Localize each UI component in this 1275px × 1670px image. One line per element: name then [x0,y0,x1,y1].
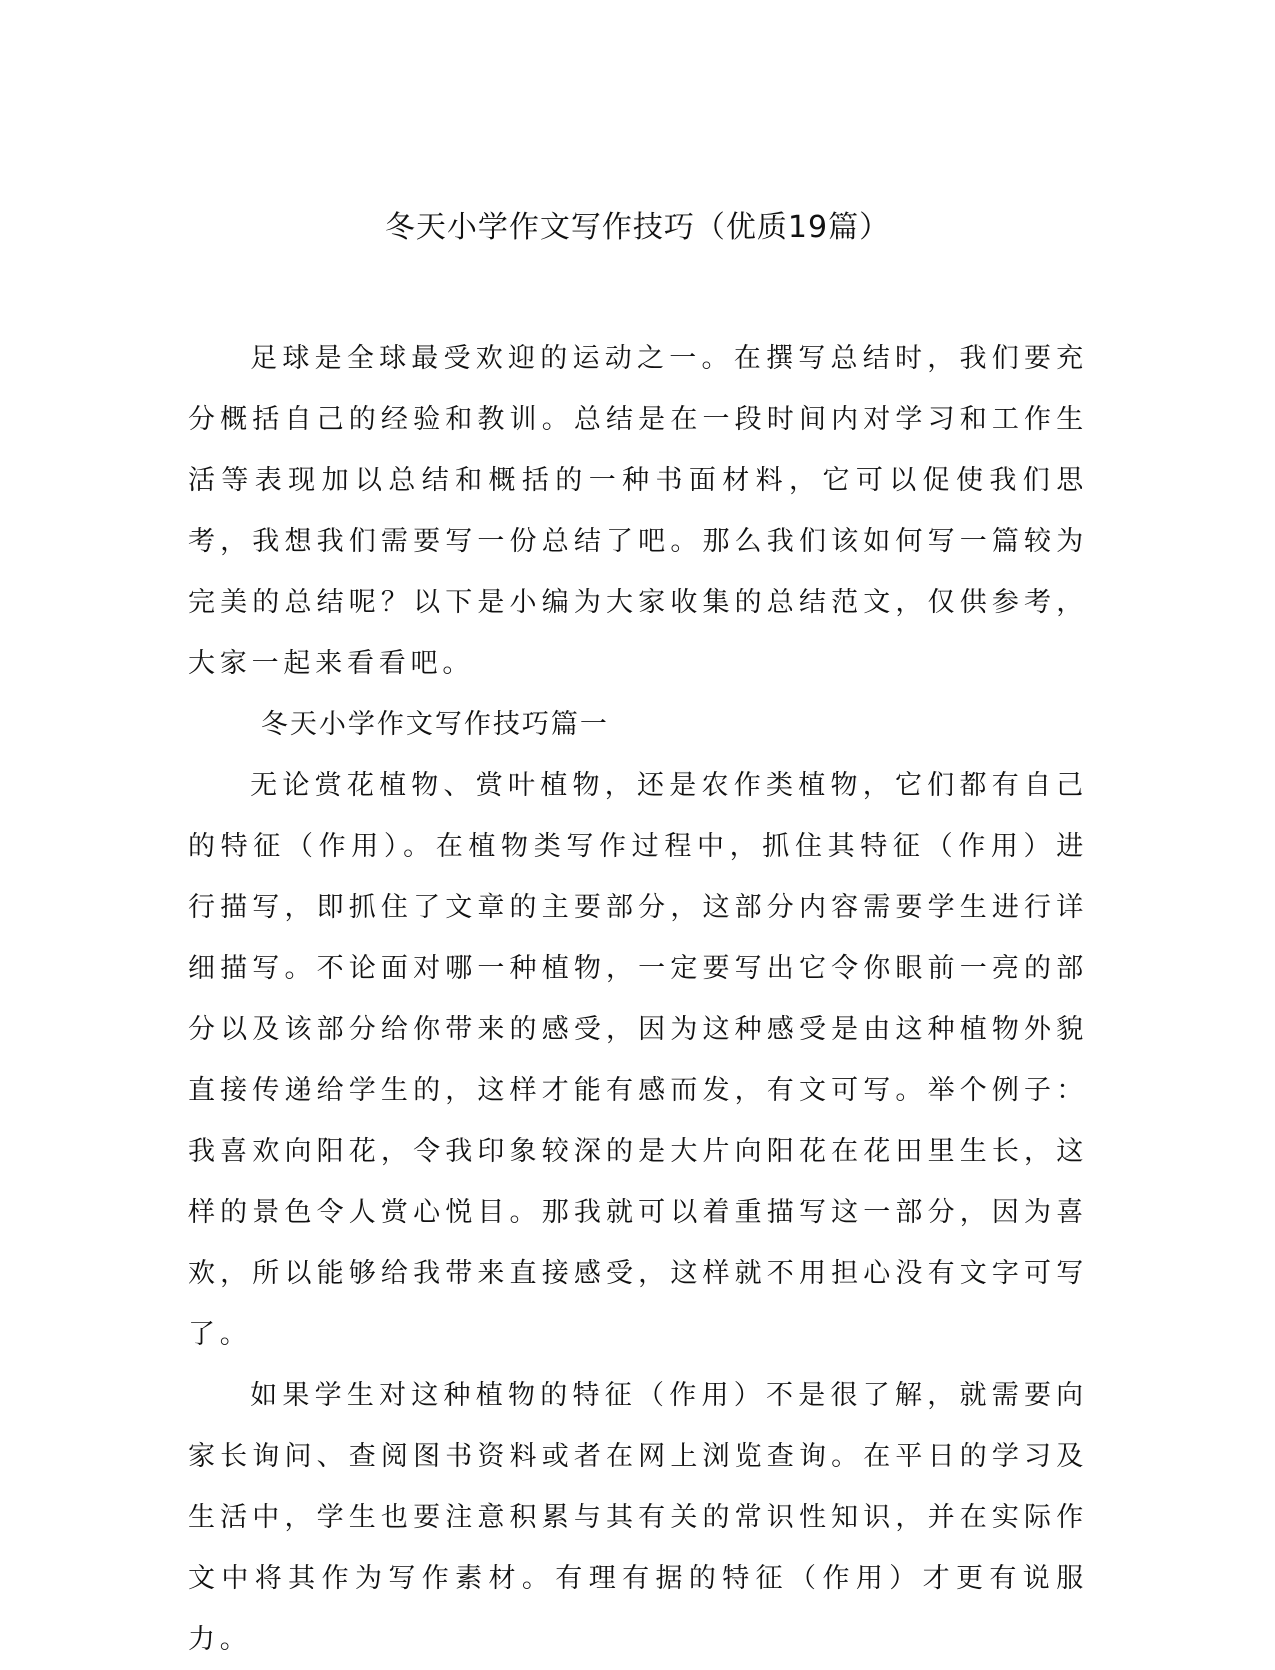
document-title: 冬天小学作文写作技巧（优质19篇） [384,210,891,245]
body-paragraph-1: 无论赏花植物、赏叶植物，还是农作类植物，它们都有自己的特征（作用）。在植物类写作过程中，抓住其特征（作用）进行描写，即抓住了文章的主要部分，这部分内容需要学生进行详细描写。不论面对哪一种植物，一定要写出它令你眼前一亮的部分以及该部分给你带来的感受，因为这种感受是由这种植物外貌直接传递给学生的，这样才能有感而发，有文可写。举个例子：我喜欢向阳花，令我印象较深的是大片向阳花在花田里生长，这样的景色令人赏心悦目。那我就可以着重描写这一部分，因为喜欢，所以能够给我带来直接感受，这样就不用担心没有文字可写了。 [188,770,1088,1350]
document-body [188,328,1088,1670]
intro-paragraph: 足球是全球最受欢迎的运动之一。在撰写总结时，我们要充分概括自己的经验和教训。总结是在一段时间内对学习和工作生活等表现加以总结和概括的一种书面材料，它可以促使我们思考，我想我们需要写一份总结了吧。那么我们该如何写一篇较为完美的总结呢？以下是小编为大家收集的总结范文，仅供参考，大家一起来看看吧。 [188,343,1088,679]
body-paragraph-2: 如果学生对这种植物的特征（作用）不是很了解，就需要向家长询问、查阅图书资料或者在网上浏览查询。在平日的学习及生活中，学生也要注意积累与其有关的常识性知识，并在实际作文中将其作为写作素材。有理有据的特征（作用）才更有说服力。 [188,1380,1088,1655]
section-heading: 冬天小学作文写作技巧篇一 [260,709,609,740]
